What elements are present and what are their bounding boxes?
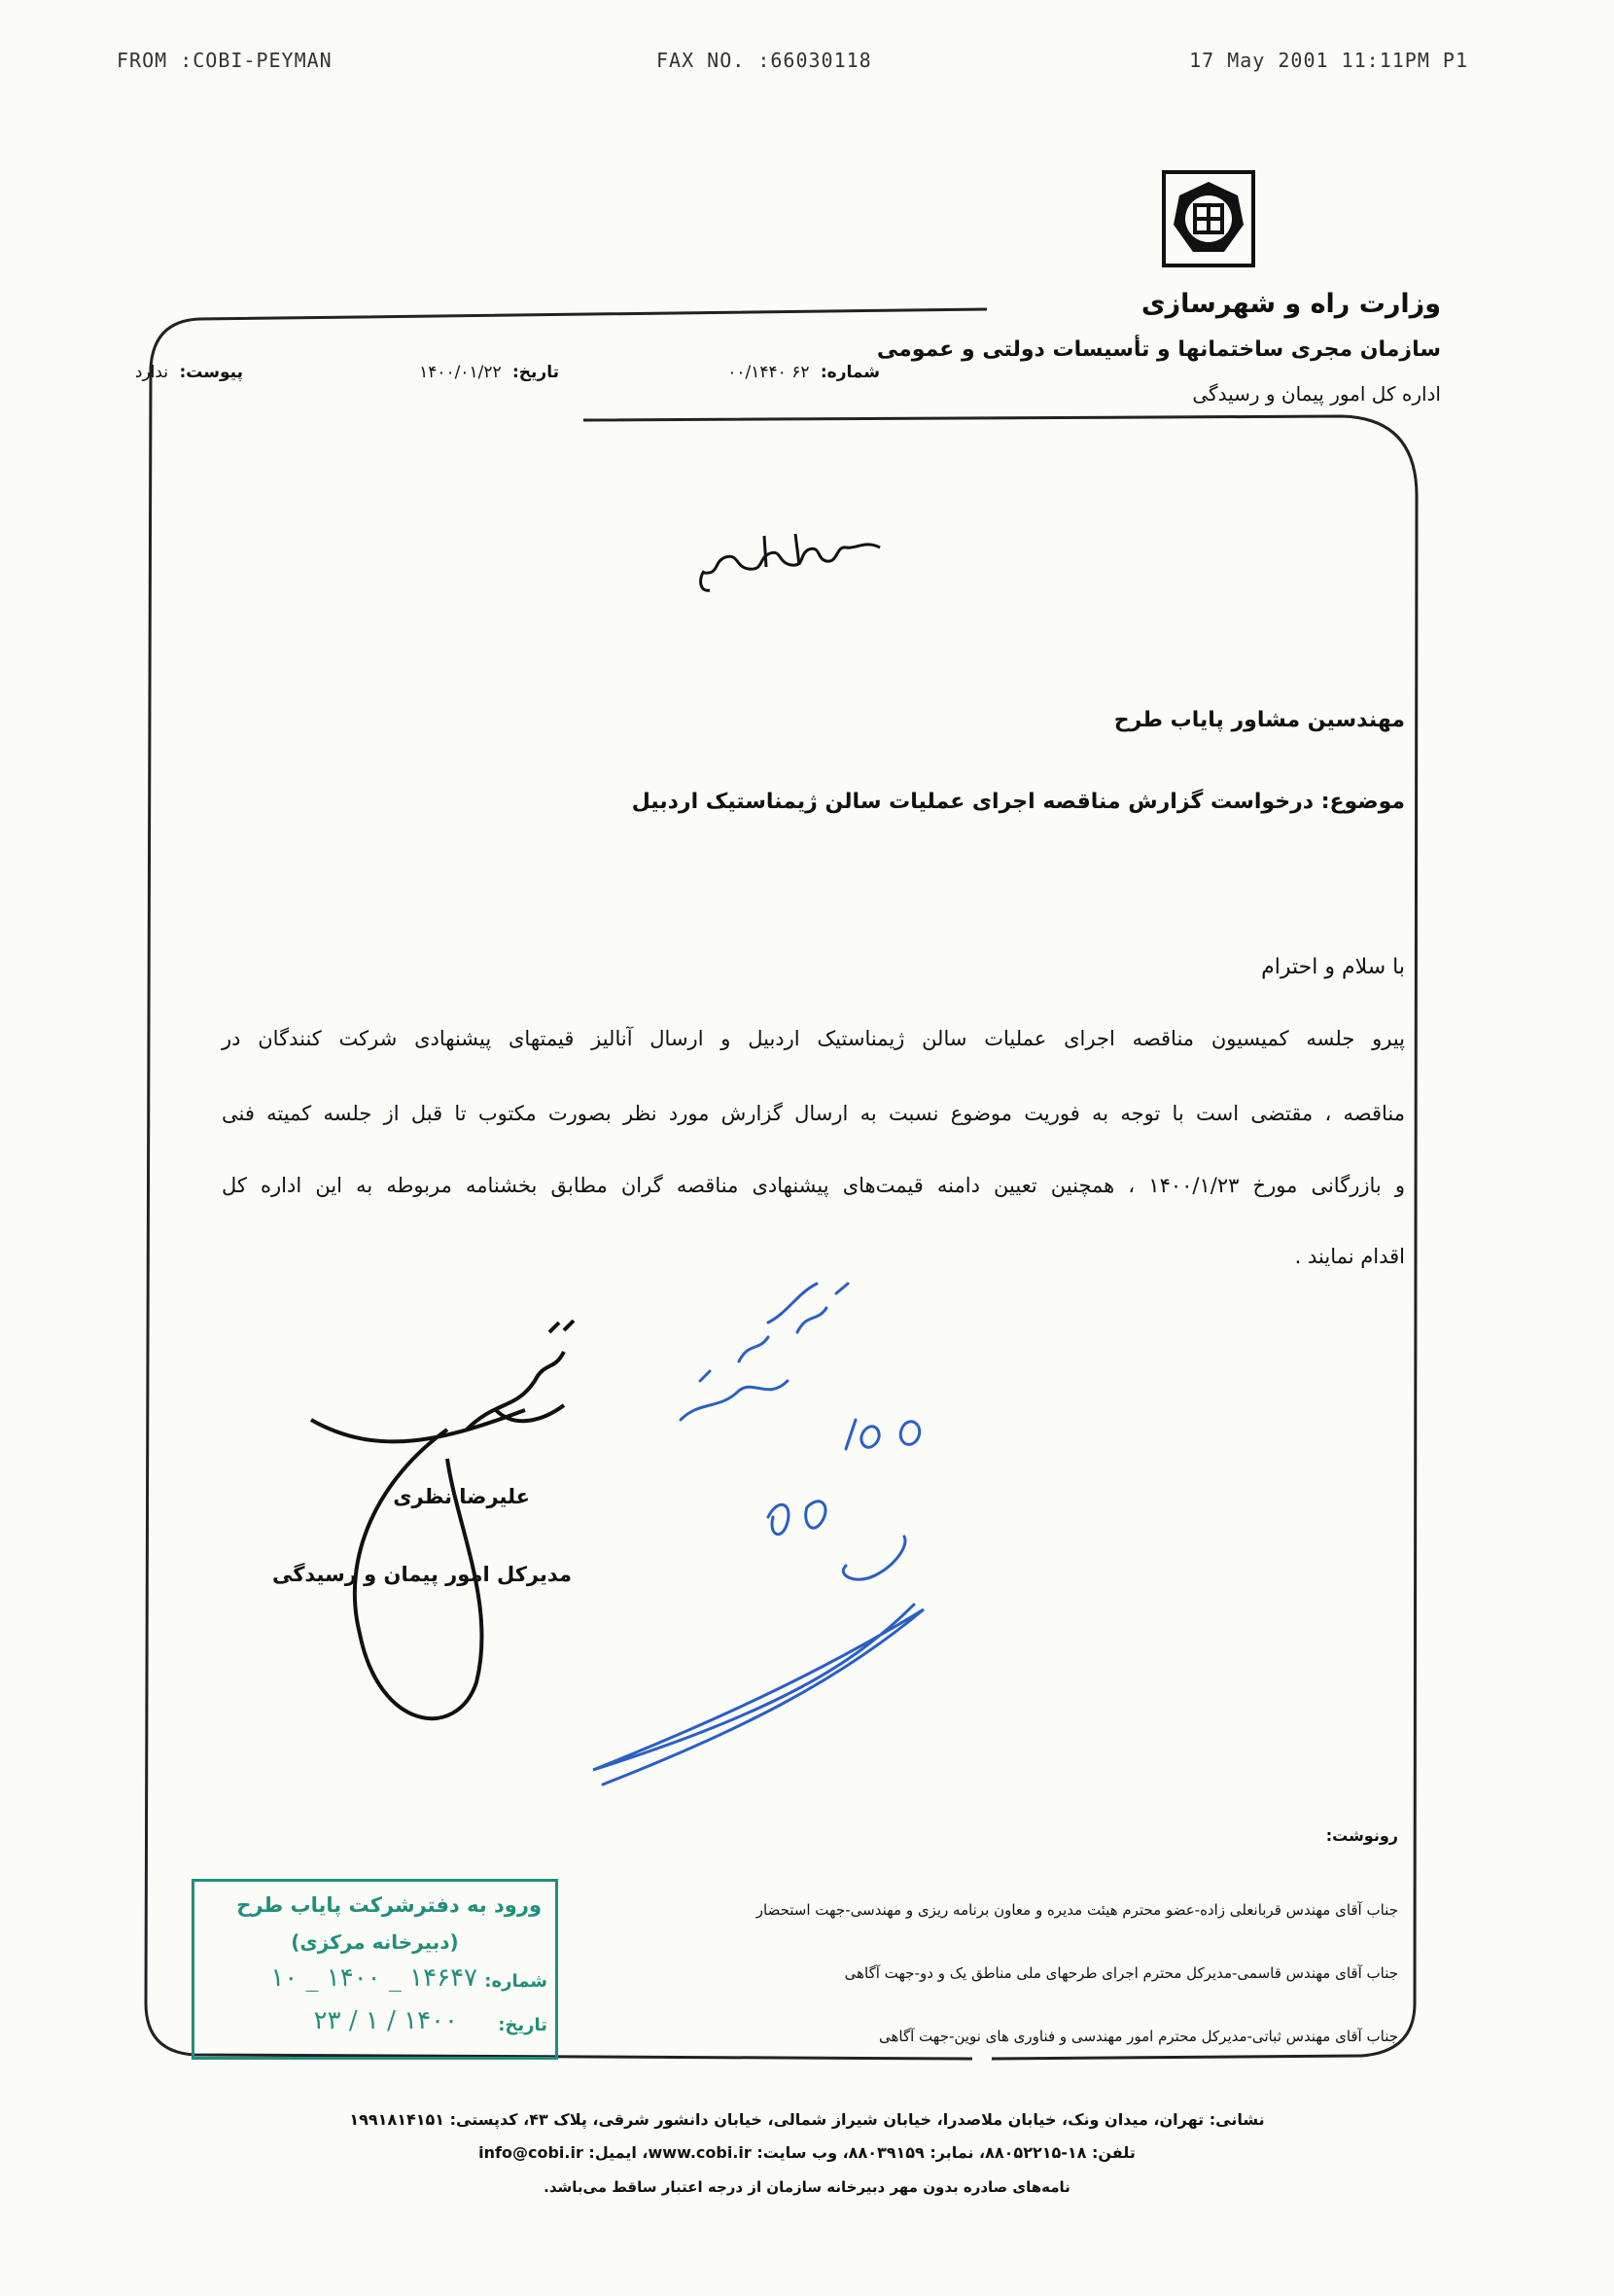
letter-number-value: ۶۲ ۰۰/۱۴۴۰ — [727, 363, 810, 382]
cc-item: جناب آقای مهندس ثباتی-مدیرکل محترم امور مهندسی و فناوری های نوین-جهت آگاهی — [879, 2028, 1398, 2045]
letter-date — [419, 363, 559, 382]
organization-name: سازمان مجری ساختمانها و تأسیسات دولتی و عمومی — [876, 337, 1441, 362]
recipient: مهندسین مشاور پایاب طرح — [1113, 708, 1405, 732]
letter-attachment — [135, 363, 243, 382]
receipt-stamp — [192, 1879, 558, 2060]
body-line: اقدام نمایند . — [1294, 1245, 1405, 1268]
signatory-name: علیرضا نظری — [393, 1485, 530, 1508]
letter-attachment-label: پیوست: — [179, 363, 243, 382]
letter-number-label: شماره: — [820, 363, 880, 382]
stamp-date-label: تاریخ: — [498, 2015, 547, 2035]
cc-item: جناب آقای مهندس قربانعلی زاده-عضو محترم هیئت مدیره و معاون برنامه ریزی و مهندسی-جهت استحضار — [755, 1901, 1398, 1919]
footer-note: نامه‌های صادره بدون مهر دبیرخانه سازمان از درجه اعتبار ساقط می‌باشد. — [544, 2178, 1070, 2196]
footer-address: نشانی: تهران، میدان ونک، خیابان ملاصدرا، خیابان شیراز شمالی، خیابان دانشور شرقی، پلاک ۴۳، کدپستی: ۱۹۹۱۸۱۴۱۵۱ — [349, 2110, 1265, 2129]
letter-number — [727, 363, 880, 382]
cc-label: رونوشت: — [1325, 1826, 1398, 1845]
stamp-title: ورود به دفترشرکت پایاب طرح — [236, 1893, 542, 1917]
fax-header — [117, 49, 1468, 78]
fax-from: FROM :COBI-PEYMAN — [117, 49, 333, 72]
letter-date-value: ۱۴۰۰/۰۱/۲۲ — [419, 363, 502, 382]
signatory-title: مدیرکل امور پیمان و رسیدگی — [271, 1563, 572, 1586]
basmala-calligraphy — [681, 520, 895, 598]
body-line: مناقصه ، مقتضی است با توجه به فوریت موضوع نسبت به ارسال گزارش مورد نظر بصورت مکتوب تا قبل از جلسه کمیته فنی — [222, 1102, 1405, 1125]
letter-attachment-value: ندارد — [134, 363, 169, 382]
subject-line: موضوع: درخواست گزارش مناقصه اجرای عملیات سالن ژیمناستیک اردبیل — [631, 790, 1405, 814]
fax-number: FAX NO. :66030118 — [656, 49, 872, 72]
stamp-date-value: ۱۴۰۰ / ۱ / ۲۳ — [313, 2006, 458, 2035]
ministry-logo-icon — [1162, 170, 1255, 267]
stamp-subtitle: (دبیرخانه مرکزی) — [291, 1930, 459, 1954]
letter-date-label: تاریخ: — [512, 363, 559, 382]
department-name: اداره کل امور پیمان و رسیدگی — [1192, 382, 1441, 406]
body-line: پیرو جلسه کمیسیون مناقصه اجرای عملیات سالن ژیمناستیک اردبیل و ارسال آنالیز قیمتهای پیشنهادی شرکت کنندگان در — [222, 1027, 1405, 1050]
greeting: با سلام و احترام — [1261, 955, 1405, 979]
fax-date-time: 17 May 2001 11:11PM P1 — [1189, 49, 1468, 72]
cc-item: جناب آقای مهندس قاسمی-مدیرکل محترم اجرای طرحهای ملی مناطق یک و دو-جهت آگاهی — [844, 1964, 1398, 1982]
footer-contact: تلفن: ۱۸-۸۸۰۵۲۲۱۵، نمابر: ۸۸۰۳۹۱۵۹، وب سایت: www.cobi.ir، ایمیل: info@cobi.ir — [478, 2143, 1136, 2162]
handwritten-annotation — [544, 1254, 1031, 1799]
stamp-number-value: ۱۴۶۴۷ _ ۱۴۰۰ _ ۱۰ — [270, 1963, 477, 1993]
body-line: و بازرگانی مورخ ۱۴۰۰/۱/۲۳ ، همچنین تعیین دامنه قیمت‌های پیشنهادی مناقصه گران مطابق بخشنامه مربوطه به این اداره کل — [222, 1174, 1406, 1197]
ministry-name: وزارت راه و شهرسازی — [1140, 289, 1441, 319]
stamp-number-label: شماره: — [484, 1971, 547, 1992]
